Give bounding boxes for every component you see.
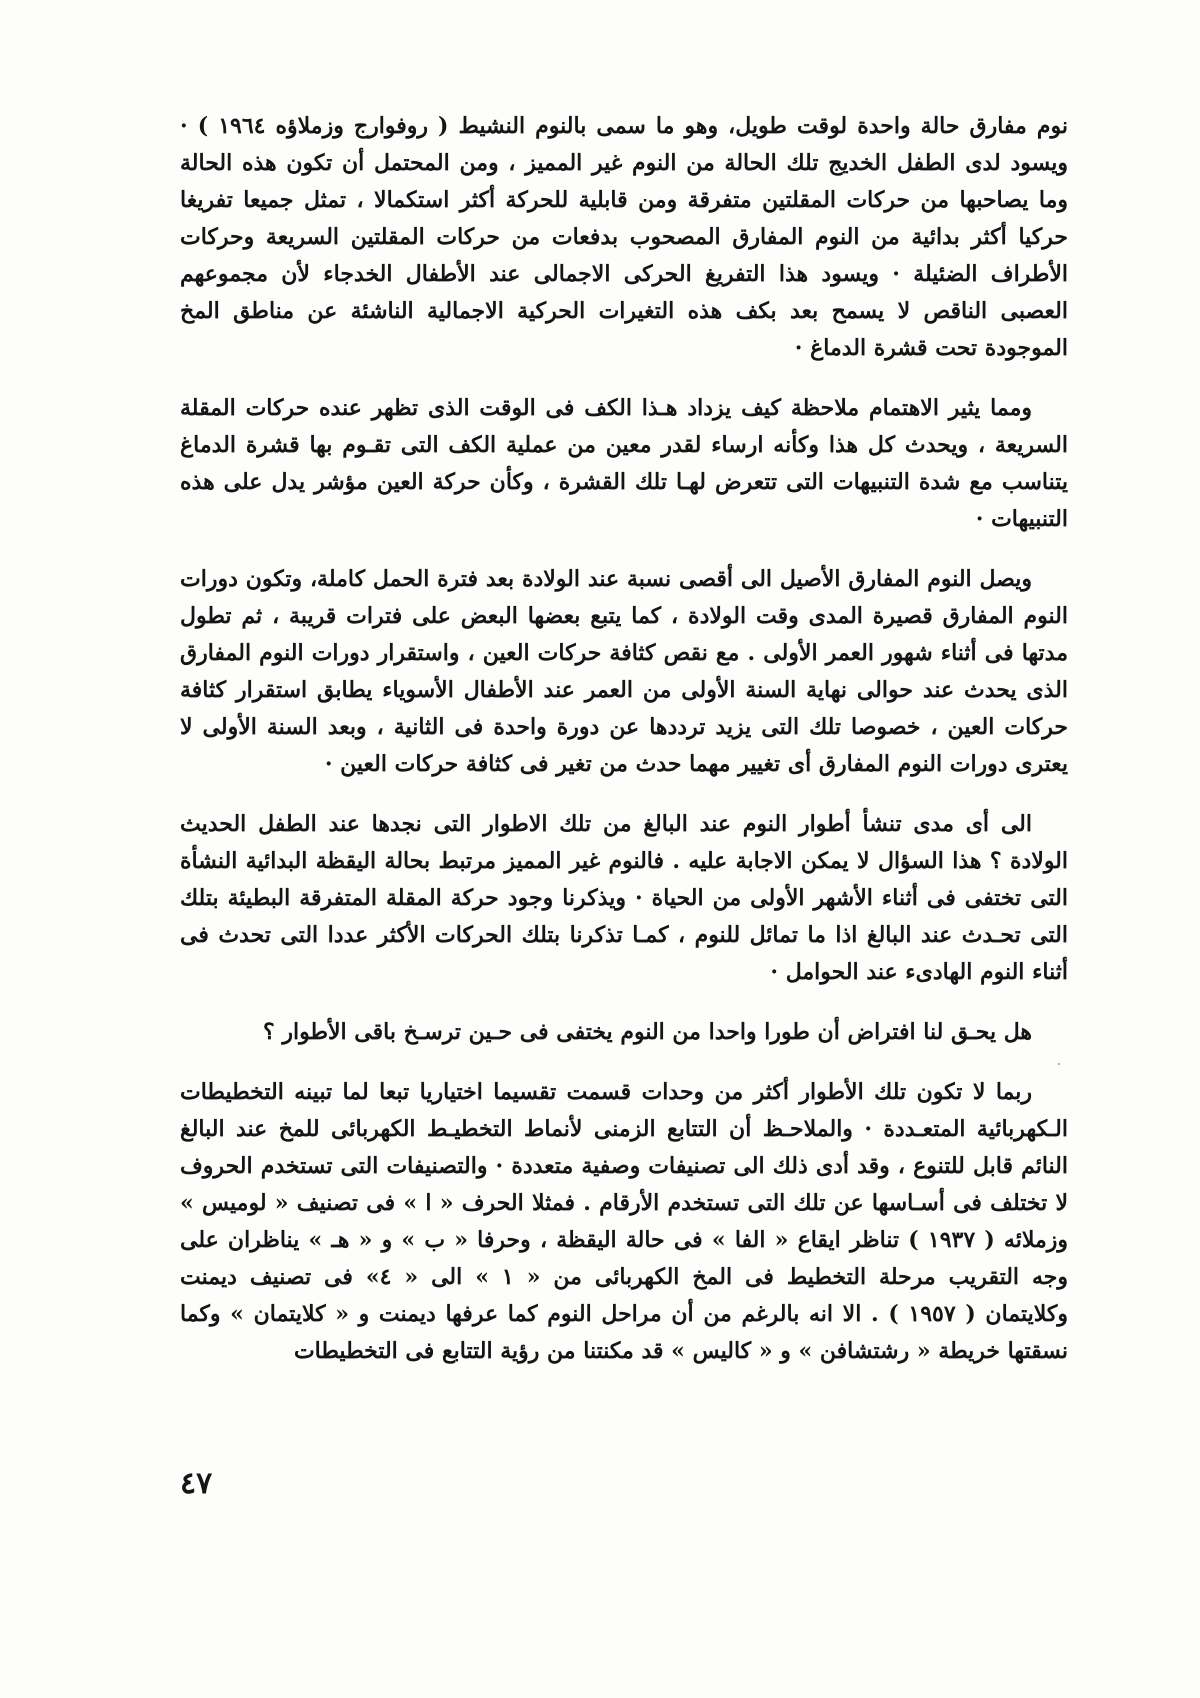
paragraph-1: نوم مفارق حالة واحدة لوقت طويل، وهو ما سمى بالنوم النشيط ( روفوارج وزملاؤه ١٩٦٤ ) · ويسود لدى الطفل الخديج تلك الحالة من النوم غير المميز ، ومن المحتمل أن تكون هذه الحالة وما يصاحبها من حركات المقلتين متفرقة ومن قابلية للحركة أكثر استكمالا ، تمثل جميعا تفريغا حركيا أكثر بدائية من النوم المفارق المصحوب بدفعات من حركات المقلتين السريعة وحركات الأطراف الضئيلة · ويسود هذا التفريغ الحركى الاجمالى عند الأطفال الخدجاء لأن مجموعهم العصبى الناقص لا يسمح بعد بكف هذه التغيرات الحركية الاجمالية الناشئة عن مناطق المخ الموجودة تحت قشرة الدماغ · [180, 113, 1069, 361]
body-text [180, 108, 1068, 1393]
paragraph-4: الى أى مدى تنشأ أطوار النوم عند البالغ من تلك الاطوار التى نجدها عند الطفل الحديث الولادة ؟ هذا السؤال لا يمكن الاجابة عليه . فالنوم غير المميز مرتبط بحالة اليقظة البدائية النشأة التى تختفى فى أثناء الأشهر الأولى من الحياة · ويذكرنا وجود حركة المقلة المتفرقة البطيئة بتلك التى تحـدث عند البالغ اذا ما تمائل للنوم ، كمـا تذكرنا بتلك الحركات الأكثر عددا التى تحدث فى أثناء النوم الهادىء عند الحوامل · [180, 811, 1068, 985]
paragraph-5: هل يحـق لنا افتراض أن طورا واحدا من النوم يختفى فى حـين ترسـخ باقى الأطوار ؟ [263, 1019, 1032, 1045]
scan-speck [1058, 1063, 1060, 1065]
paragraph-3: ويصل النوم المفارق الأصيل الى أقصى نسبة عند الولادة بعد فترة الحمل كاملة، وتكون دورات النوم المفارق قصيرة المدى وقت الولادة ، كما يتبع بعضها البعض على فترات قريبة ، ثم تطول مدتها فى أثناء شهور العمر الأولى . مع نقص كثافة حركات العين ، واستقرار دورات النوم المفارق الذى يحدث عند حوالى نهاية السنة الأولى من العمر عند الأطفال الأسوياء يطابق استقرار كثافة حركات العين ، خصوصا تلك التى يزيد ترددها عن دورة واحدة فى الثانية ، وبعد السنة الأولى لا يعترى دورات النوم المفارق أى تغيير مهما حدث من تغير فى كثافة حركات العين · [180, 566, 1068, 777]
paragraph-2: ومما يثير الاهتمام ملاحظة كيف يزداد هـذا الكف فى الوقت الذى تظهر عنده حركات المقلة السريعة ، ويحدث كل هذا وكأنه ارساء لقدر معين من عملية الكف التى تقـوم بها قشرة الدماغ يتناسب مع شدة التنبيهات التى تتعرض لهـا تلك القشرة ، وكأن حركة العين مؤشر يدل على هذه التنبيهات · [180, 395, 1068, 532]
page-number: ٤٧ [180, 1466, 213, 1501]
paragraph-6: ربما لا تكون تلك الأطوار أكثر من وحدات قسمت تقسيما اختياريا تبعا لما تبينه التخطيطات الـكهربائية المتعـددة · والملاحـظ أن التتابع الزمنى لأنماط التخطيـط الكهربائى للمخ عند البالغ النائم قابل للتنوع ، وقد أدى ذلك الى تصنيفات وصفية متعددة · والتصنيفات التى تستخدم الحروف لا تختلف فى أسـاسها عن تلك التى تستخدم الأرقام . فمثلا الحرف « ا » فى تصنيف « لوميس » وزملائه ( ١٩٣٧ ) تناظر ايقاع « الفا » فى حالة اليقظة ، وحرفا « ب » و « هـ » يناظران على وجه التقريب مرحلة التخطيط فى المخ الكهربائى من « ١ » الى « ٤» فى تصنيف ديمنت وكلايتمان ( ١٩٥٧ ) . الا انه بالرغم من أن مراحل النوم كما عرفها ديمنت و « كلايتمان » وكما نسقتها خريطة « رشتشافن » و « كاليس » قد مكنتنا من رؤية التتابع فى التخطيطات [180, 1079, 1069, 1364]
